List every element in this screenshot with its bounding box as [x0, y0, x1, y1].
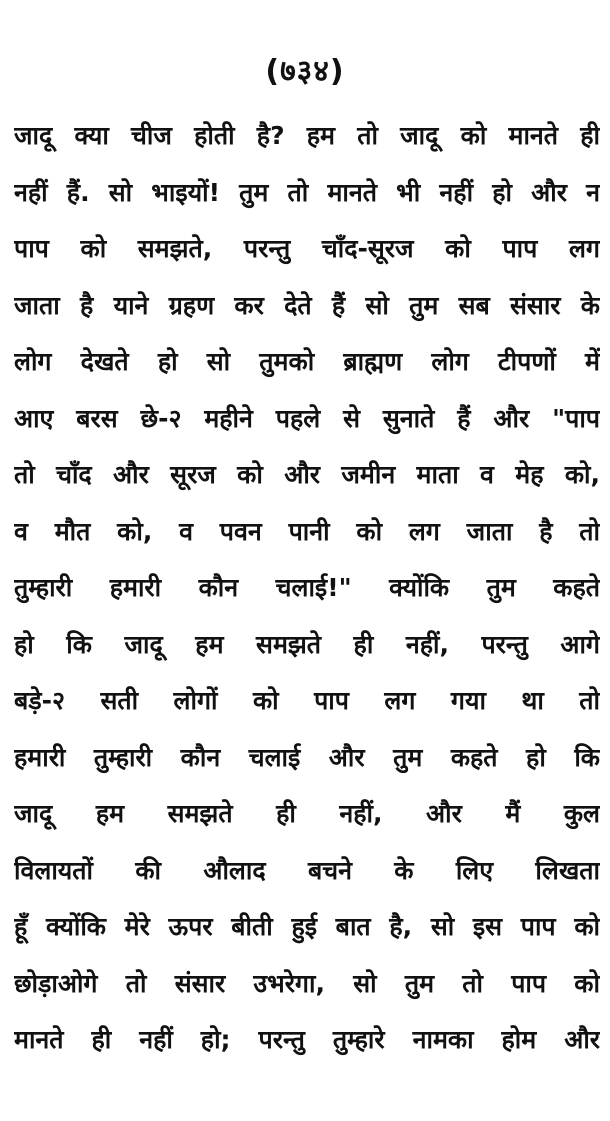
body-text [14, 108, 600, 1069]
text-line: जाता है याने ग्रहण कर देते हैं सो तुम सब संसार के [14, 290, 600, 320]
text-line: विलायतों की औलाद बचने के लिए लिखता [14, 855, 600, 885]
text-line: लोग देखते हो सो तुमको ब्राह्मण लोग टीपणों में [14, 347, 600, 376]
text-line: व मौत को, व पवन पानी को लग जाता है तो [14, 516, 600, 546]
text-line: जादू हम समझते ही नहीं, और मैं कुल [14, 799, 600, 828]
text-line: नहीं हैं. सो भाइयों! तुम तो मानते भी नहीं हो और न [14, 177, 600, 207]
text-line: हो कि जादू हम समझते ही नहीं, परन्तु आगे [14, 629, 600, 659]
text-line: मानते ही नहीं हो; परन्तु तुम्हारे नामका होम और [14, 1025, 600, 1054]
text-line: हूँ क्योंकि मेरे ऊपर बीती हुई बात है, सो इस पाप को [14, 912, 600, 941]
text-line: तुम्हारी हमारी कौन चलाई!" क्योंकि तुम कहते [14, 573, 600, 602]
text-line: जादू क्या चीज होती है? हम तो जादू को मानते ही [14, 121, 600, 150]
text-line: छोड़ाओगे तो संसार उभरेगा, सो तुम तो पाप को [14, 968, 600, 998]
text-line: पाप को समझते, परन्तु चाँद-सूरज को पाप लग [14, 234, 600, 263]
text-line: हमारी तुम्हारी कौन चलाई और तुम कहते हो कि [14, 742, 600, 772]
text-line: आए बरस छे-२ महीने पहले से सुनाते हैं और "पाप [14, 403, 600, 433]
text-line: तो चाँद और सूरज को और जमीन माता व मेह को, [14, 460, 600, 489]
text-line: बड़े-२ सती लोगों को पाप लग गया था तो [14, 686, 600, 715]
page-number: (७३४) [265, 54, 345, 89]
